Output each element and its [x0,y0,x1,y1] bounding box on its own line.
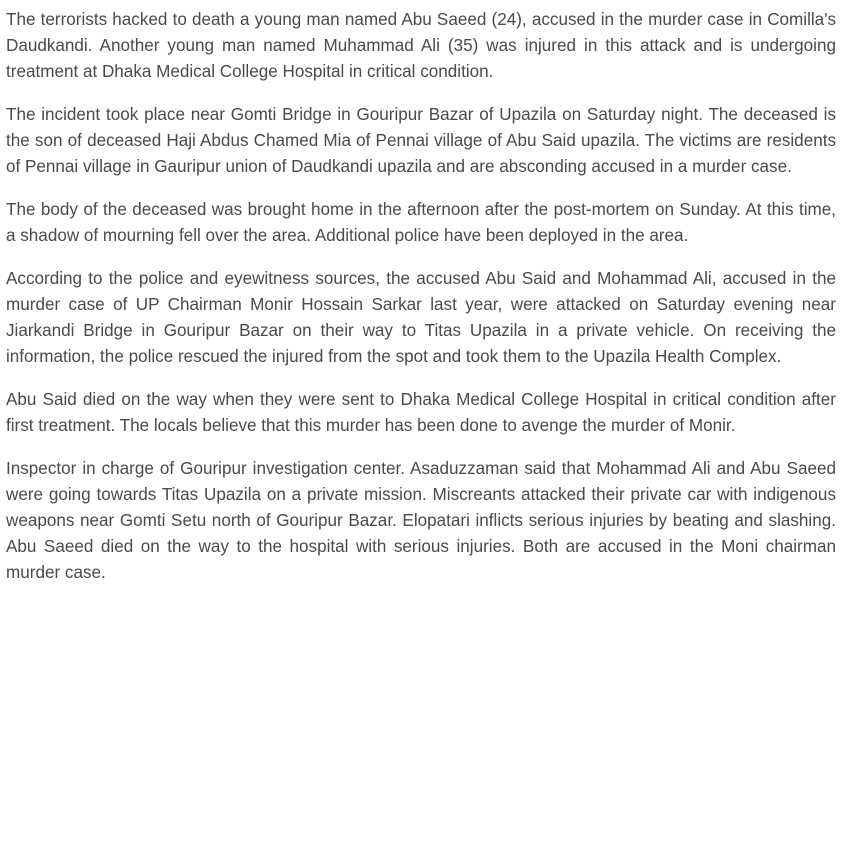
article-body [6,7,836,603]
article-paragraph-3: The body of the deceased was brought home in the afternoon after the post-mortem on Sunday. At this time, a shadow of mourning fell over the area. Additional police have been deployed in the area. [6,200,836,245]
article-paragraph-6: Inspector in charge of Gouripur investigation center. Asaduzzaman said that Mohammad Ali and Abu Saeed were going towards Titas Upazila on a private mission. Miscreants attacked their private car with indigenous weapons near Gomti Setu north of Gouripur Bazar. Elopatari inflicts serious injuries by beating and slashing. Abu Saeed died on the way to the hospital with serious injuries. Both are accused in the Moni chairman murder case. [6,459,836,582]
article-paragraph-2: The incident took place near Gomti Bridge in Gouripur Bazar of Upazila on Saturday night. The deceased is the son of deceased Haji Abdus Chamed Mia of Pennai village of Abu Said upazila. The victims are residents of Pennai village in Gauripur union of Daudkandi upazila and are absconding accused in a murder case. [6,105,836,176]
article-paragraph-5: Abu Said died on the way when they were sent to Dhaka Medical College Hospital in critical condition after first treatment. The locals believe that this murder has been done to avenge the murder of Monir. [6,390,836,435]
article-paragraph-1: The terrorists hacked to death a young man named Abu Saeed (24), accused in the murder case in Comilla's Daudkandi. Another young man named Muhammad Ali (35) was injured in this attack and is undergoing treatment at Dhaka Medical College Hospital in critical condition. [6,10,836,81]
article-paragraph-4: According to the police and eyewitness sources, the accused Abu Said and Mohammad Ali, accused in the murder case of UP Chairman Monir Hossain Sarkar last year, were attacked on Saturday evening near Jiarkandi Bridge in Gouripur Bazar on their way to Titas Upazila in a private vehicle. On receiving the information, the police rescued the injured from the spot and took them to the Upazila Health Complex. [6,269,836,366]
